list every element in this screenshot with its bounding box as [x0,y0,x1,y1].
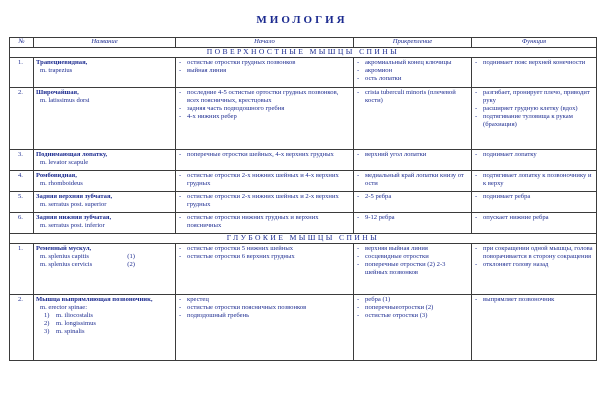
muscle-name: Мышца выпрямляющая позвоночник, [36,296,153,303]
muscle-name: Трапециевидная, [36,59,88,66]
list-item: - последние 4-5 остистые ортостки грудных позвонков, всех поясничных, крестцовых [178,89,351,105]
list-item: - 9-12 ребра [356,214,469,222]
header-function: Функция [472,38,597,48]
function-cell [472,171,597,192]
muscle-name: Широчайшая, [36,89,79,96]
insertion-cell [354,150,472,171]
latin-name: m. levator scapule [40,159,89,167]
function-cell [472,192,597,213]
muscle-cell [34,295,176,361]
muscle-name: Ременный мускул, [36,245,92,252]
list-item: - остистые отростки грудных позвонков [178,59,351,67]
list-item: - расширяет грудную клетку (вдох) [474,105,594,113]
list-item: - остистые отростки (3) [356,312,469,320]
list-item: - задняя часть подвздошного гребня [178,105,351,113]
origin-cell [176,171,354,192]
section-title-deep: ГЛУБОКИЕ МЫШЦЫ СПИНЫ [10,234,597,244]
row-number: 6. [10,213,34,234]
list-item: - верхняя выйная линия [356,245,469,253]
list-item: - поднимает ребра [474,193,594,201]
list-item: - остистые отростки 6 верхних грудных [178,253,351,261]
muscle-name: Ромбовидная, [36,172,77,179]
muscle-cell [34,192,176,213]
list-item: - поперечные отростки (2) 2-3 шейных позвонков [356,261,469,277]
list-item: - поднимает лопатку [474,151,594,159]
list-item: - остистые отростки поясничных позвонков [178,304,351,312]
list-item: - отклоняет голову назад [474,261,594,269]
list-item: - 4-х нижних ребер [178,113,351,121]
table-row [10,244,597,295]
sub-muscle [36,261,135,269]
header-number: № [10,38,34,48]
origin-cell [176,150,354,171]
function-cell [472,58,597,88]
row-number: 2. [10,88,34,150]
table-row [10,171,597,192]
function-cell [472,244,597,295]
section-row-deep [10,234,597,244]
list-item: - при сокращении одной мышцы, голова поворачивается в сторону сокращения [474,245,594,261]
list-item: - опускает нижние ребра [474,214,594,222]
list-item: - верхний угол лопатки [356,151,469,159]
sub-muscle [36,253,135,261]
list-item: - остистые отростки 5 нижних шейных [178,245,351,253]
table-row [10,150,597,171]
list-item: - акромиальный конец ключицы [356,59,469,67]
muscle-cell [34,171,176,192]
list-item: - подтягивает лопатку к позвоночнику и к верху [474,172,594,188]
insertion-cell [354,171,472,192]
latin-name: m. trapezius [40,67,73,75]
list-item: - разгибает, пронирует плечо, приводит руку [474,89,594,105]
section-title-surface: ПОВЕРХНОСТНЫЕ МЫШЦЫ СПИНЫ [10,48,597,58]
insertion-cell [354,213,472,234]
row-number: 5. [10,192,34,213]
origin-cell [176,88,354,150]
sub-number: (2) [127,261,135,269]
sub-number: (1) [127,253,135,261]
list-item: - медиальный край лопатки книзу от ости [356,172,469,188]
sub-number: 2) [44,320,50,328]
origin-cell [176,244,354,295]
table-row [10,213,597,234]
sub-number: 3) [44,328,50,336]
insertion-cell [354,192,472,213]
latin-name: m. latissimus dorsi [40,97,90,105]
insertion-cell [354,88,472,150]
row-number: 3. [10,150,34,171]
sub-muscle [42,328,173,336]
muscle-name: Задняя нижняя зубчатая, [36,214,112,221]
latin-name: m. splenius cervicis [40,261,93,269]
insertion-cell [354,58,472,88]
list-item: - 2-5 ребра [356,193,469,201]
muscle-cell [34,150,176,171]
latin-name: m. serratus post. superior [40,201,107,209]
latin-name: m. serratus post. inferior [40,222,105,230]
function-cell [472,295,597,361]
table-row [10,192,597,213]
muscle-name: Задняя верхняя зубчатая, [36,193,113,200]
latin-name: m. longissimus [56,320,96,328]
muscle-cell [34,213,176,234]
row-number: 4. [10,171,34,192]
muscle-cell [34,58,176,88]
origin-cell [176,192,354,213]
list-item: - подтягивание туловища к рукам (брахиация) [474,113,594,129]
list-item: - выпрямляет позвоночник [474,296,594,304]
list-item: - сосцевидные отростки [356,253,469,261]
list-item: - поднимает пояс верхней конечности [474,59,594,67]
list-item: - остистые отростки 2-х нижних шейных и 4-х верхних грудных [178,172,351,188]
muscle-name: Поднимающая лопатку, [36,151,108,158]
section-row-surface [10,48,597,58]
table-row [10,58,597,88]
list-item: - подвздошный гребень [178,312,351,320]
list-item: - крестец [178,296,351,304]
sub-muscle [42,320,173,328]
latin-name: m. erector spinae: [40,304,88,312]
header-insertion: Прикрепление [354,38,472,48]
insertion-cell [354,244,472,295]
list-item: - поперечные отростки шейных, 4-х верхних грудных [178,151,351,159]
muscle-cell [34,244,176,295]
sub-muscle [42,312,173,320]
latin-name: m. splenius capitis [40,253,89,261]
table-row [10,88,597,150]
latin-name: m. iliocostalis [56,312,93,320]
list-item: - остистые отростки 2-х нижних шейных и 2-х верхних грудных [178,193,351,209]
row-number: 1. [10,244,34,295]
page-title: МИОЛОГИЯ [256,14,348,26]
list-item: - выйная линия [178,67,351,75]
list-item: - crista tuberculi minoris (плечевой кости) [356,89,469,105]
insertion-cell [354,295,472,361]
row-number: 2. [10,295,34,361]
table-row [10,295,597,361]
sub-number: 1) [44,312,50,320]
latin-name: m. spinalis [56,328,85,336]
list-item: - ость лопатки [356,75,469,83]
list-item: - поперечныеотростки (2) [356,304,469,312]
origin-cell [176,58,354,88]
latin-name: m. rhomboideus [40,180,83,188]
myology-table [9,37,597,361]
header-origin: Начало [176,38,354,48]
list-item: - акромион [356,67,469,75]
row-number: 1. [10,58,34,88]
origin-cell [176,213,354,234]
origin-cell [176,295,354,361]
header-name: Название [34,38,176,48]
table-header-row [10,38,597,48]
list-item: - остистые отростки нижних грудных и верхних поясничных [178,214,351,230]
muscle-cell [34,88,176,150]
function-cell [472,88,597,150]
function-cell [472,213,597,234]
function-cell [472,150,597,171]
list-item: - ребра (1) [356,296,469,304]
